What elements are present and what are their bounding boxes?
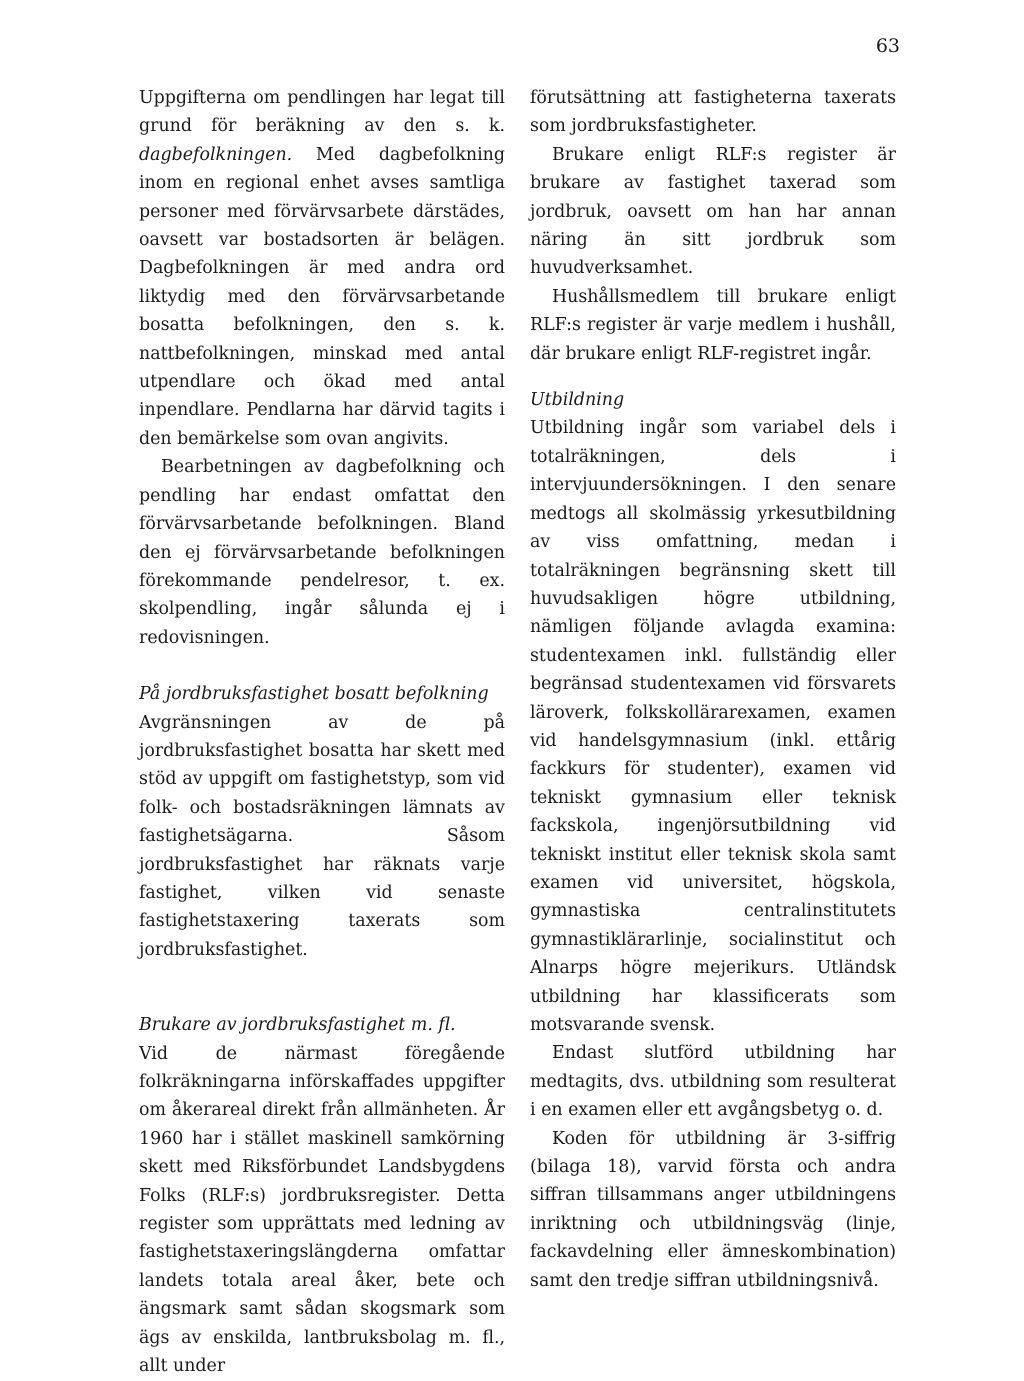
paragraph-forutsattning: förutsättning att fastigheterna taxerats som jordbruksfastigheter. xyxy=(530,88,896,137)
paragraph-avgransning: Avgränsningen av de på jordbruksfastighet bosatta har skett med stöd av uppgift om fastighetstyp, som vid folk- och bostadsräkningen lämnats av fastighetsägarna. Såsom jordbruksfastighet har räknats varje fastighet, vilken vid senaste fastighetstaxering taxerats som jordbruksfastighet. xyxy=(139,712,505,960)
paragraph-hushallsmedlem: Hushållsmedlem till brukare enligt RLF:s register är varje medlem i hushåll, där brukare enligt RLF-registret ingår. xyxy=(530,286,896,364)
paragraph-utbildning: Utbildning ingår som variabel dels i totalräkningen, dels i intervjuundersökningen. I den senare medtogs all skolmässig yrkesutbildning av viss omfattning, medan i totalräkningen begränsning skett till huvudsakligen högre utbildning, nämligen följande avlagda examina: studentexamen inkl. fullständig eller begränsad studentexamen vid försvarets läroverk, folkskollärarexamen, examen vid handelsgymnasium (inkl. ettårig fackkurs för studenter), examen vid tekniskt gymnasium eller teknisk fackskola, ingenjörsutbildning vid tekniskt institut eller teknisk skola samt examen vid universitet, högskola, gymnastiska centralinstitutets gymnastiklärarlinje, socialinstitut och Alnarps högre mejerikurs. Utländsk utbildning har klassificerats som motsvarande svensk. xyxy=(530,418,896,1035)
section-heading-brukare: Brukare av jordbruksfastighet m. fl. xyxy=(139,1015,456,1036)
left-column xyxy=(139,84,505,1380)
paragraph-slutford-utbildning: Endast slutförd utbildning har medtagits, dvs. utbildning som resulterat i en examen eller ett avgångsbetyg o. d. xyxy=(530,1043,896,1121)
paragraph-utbildningskod: Koden för utbildning är 3-siffrig (bilaga 18), varvid första och andra siffran tillsammans anger utbildningens inriktning och utbildningsväg (linje, fackavdelning eller ämneskombination) samt den tredje siffran utbildningsnivå. xyxy=(530,1128,896,1291)
paragraph-dagbefolkning: Uppgifterna om pendlingen har legat till grund för beräkning av den s. k. dagbefolkningen. Med dagbefolkning inom en regional enhet avses samtliga personer med förvärvsarbete därstädes, oavsett var bostadsorten är belägen. Dagbefolkningen är med andra ord liktydig med den förvärvsarbetande bosatta befolkningen, den s. k. nattbefolkningen, minskad med antal utpendlare och ökad med antal inpendlare. Pendlarna har därvid tagits i den bemärkelse som ovan angivits. xyxy=(139,88,505,449)
paragraph-brukare-definition: Brukare enligt RLF:s register är brukare av fastighet taxerad som jordbruk, oavsett om han har annan näring än sitt jordbruk som huvudverksamhet. xyxy=(530,144,896,279)
page-number: 63 xyxy=(875,35,900,57)
section-heading-jordbruksfastighet: På jordbruksfastighet bosatt befolkning xyxy=(139,684,489,705)
term-dagbefolkningen: dagbefolkningen. xyxy=(139,144,293,165)
paragraph-folkrakningar: Vid de närmast föregående folkräkningarna införskaffades uppgifter om åkerareal direkt från allmänheten. År 1960 har i stället maskinell samkörning skett med Riksförbundet Landsbygdens Folks (RLF:s) jordbruksregister. Detta register som upprättats med ledning av fastighetstaxeringslängderna omfattar landets totala areal åker, bete och ängsmark samt sådan skogsmark som ägs av enskilda, lantbruksbolag m. fl., allt under xyxy=(139,1043,505,1377)
paragraph-bearbetning: Bearbetningen av dagbefolkning och pendling har endast omfattat den förvärvsarbetande befolkningen. Bland den ej förvärvsarbetande befolkningen förekommande pendelresor, t. ex. skolpendling, ingår sålunda ej i redovisningen. xyxy=(139,457,505,648)
right-column xyxy=(530,84,896,1295)
section-heading-utbildning: Utbildning xyxy=(530,390,625,411)
